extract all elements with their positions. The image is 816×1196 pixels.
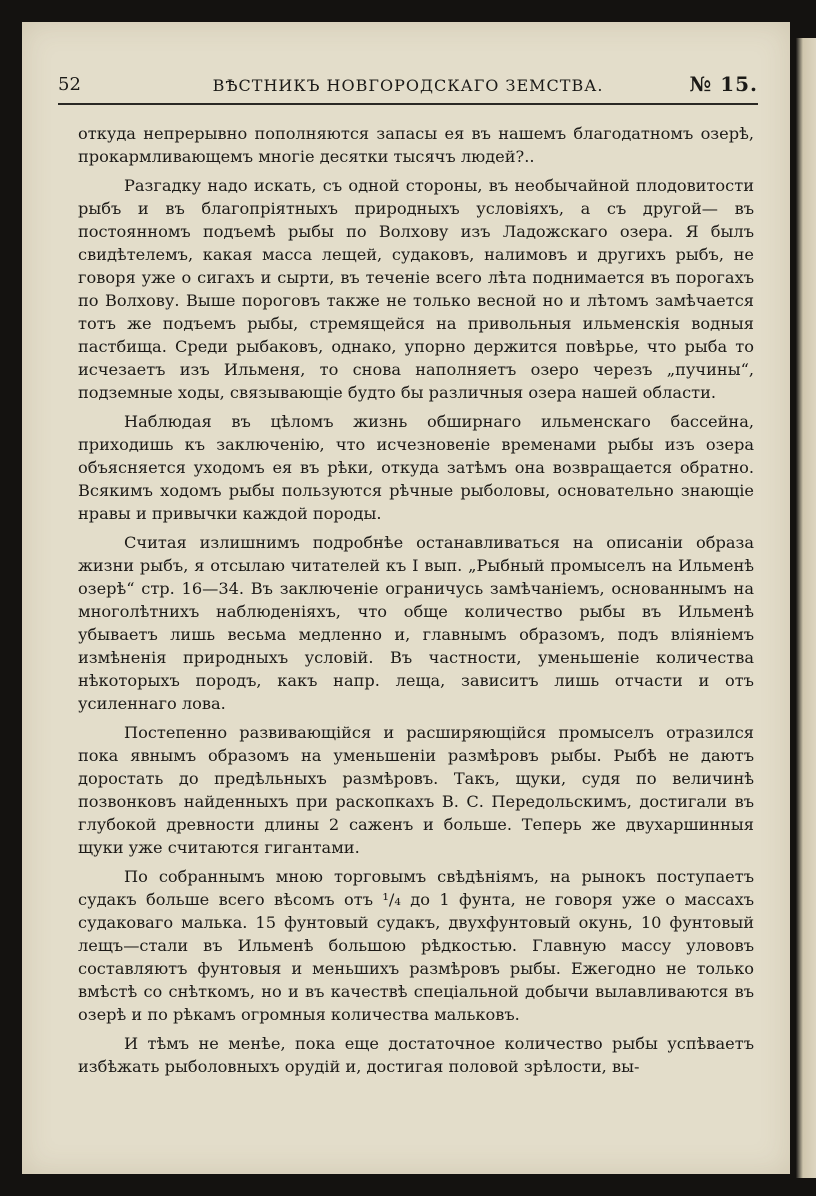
paragraph: Наблюдая въ цѣломъ жизнь обширнаго ильменскаго бассейна, приходишь къ заключенію, что исчезновеніе временами рыбы изъ озера объясняется уходомъ ея въ рѣки, откуда затѣмъ она возвращается обратно. Всякимъ ходомъ рыбы пользуются рѣчные рыболовы, основательно знающіе нравы и привычки каждой породы. xyxy=(78,412,754,523)
header-rule xyxy=(58,103,758,105)
paragraph-continued: откуда непрерывно пополняются запасы ея въ нашемъ благодатномъ озерѣ, прокармливающемъ многіе десятки тысячъ людей?.. xyxy=(78,124,754,166)
page-number: 52 xyxy=(58,74,81,95)
article-body xyxy=(78,122,754,1084)
paragraph: И тѣмъ не менѣе, пока еще достаточное количество рыбы успѣваетъ избѣжать рыболовныхъ орудій и, достигая половой зрѣлости, вы- xyxy=(78,1034,754,1076)
journal-title: ВѢСТНИКЪ НОВГОРОДСКАГО ЗЕМСТВА. xyxy=(212,76,604,95)
adjacent-page-edge xyxy=(796,38,816,1178)
issue-number: № 15. xyxy=(689,72,758,96)
paragraph: Постепенно развивающійся и расширяющійся промыселъ отразился пока явнымъ образомъ на уменьшеніи размѣровъ рыбы. Рыбѣ не даютъ доростать до предѣльныхъ размѣровъ. Такъ, щуки, судя по величинѣ позвонковъ найденныхъ при раскопкахъ В. С. Передольскимъ, достигали въ глубокой древности длины 2 саженъ и больше. Теперь же двухаршинныя щуки уже считаются гигантами. xyxy=(78,723,754,857)
paragraph: Считая излишнимъ подробнѣе останавливаться на описаніи образа жизни рыбъ, я отсылаю читателей къ I вып. „Рыбный промыселъ на Ильменѣ озерѣ“ стр. 16—34. Въ заключеніе ограничусь замѣчаніемъ, основаннымъ на многолѣтнихъ наблюденіяхъ, что обще количество рыбы въ Ильменѣ убываетъ лишь весьма медленно и, главнымъ образомъ, подъ вліяніемъ измѣненія природныхъ условій. Въ частности, уменьшеніе количества нѣкоторыхъ породъ, какъ напр. леща, зависитъ лишь отчасти и отъ усиленнаго лова. xyxy=(78,533,754,713)
paragraph: По собраннымъ мною торговымъ свѣдѣніямъ, на рынокъ поступаетъ судакъ больше всего вѣсомъ отъ ¹/₄ до 1 фунта, не говоря уже о массахъ судаковаго малька. 15 фунтовый судакъ, двухфунтовый окунь, 10 фунтовый лещъ—стали въ Ильменѣ большою рѣдкостью. Главную массу улововъ составляютъ фунтовыя и меньшихъ размѣровъ рыбы. Ежегодно не только вмѣстѣ со снѣткомъ, но и въ качествѣ спеціальной добычи вылавливаются въ озерѣ и по рѣкамъ огромныя количества мальковъ. xyxy=(78,867,754,1024)
paragraph: Разгадку надо искать, съ одной стороны, въ необычайной плодовитости рыбъ и въ благопріятныхъ природныхъ условіяхъ, а съ другой— въ постоянномъ подъемѣ рыбы по Волхову изъ Ладожскаго озера. Я былъ свидѣтелемъ, какая масса лещей, судаковъ, налимовъ и другихъ рыбъ, не говоря уже о сигахъ и сырти, въ теченіе всего лѣта поднимается въ порогахъ по Волхову. Выше пороговъ также не только весной но и лѣтомъ замѣчается тотъ же подъемъ рыбы, стремящейся на привольныя ильменскія водныя пастбища. Среди рыбаковъ, однако, упорно держится повѣрье, что рыба то исчезаетъ изъ Ильменя, то снова наполняетъ озеро черезъ „пучины“, подземные ходы, связывающіе будто бы различныя озера нашей области. xyxy=(78,176,754,402)
running-header xyxy=(58,68,758,102)
